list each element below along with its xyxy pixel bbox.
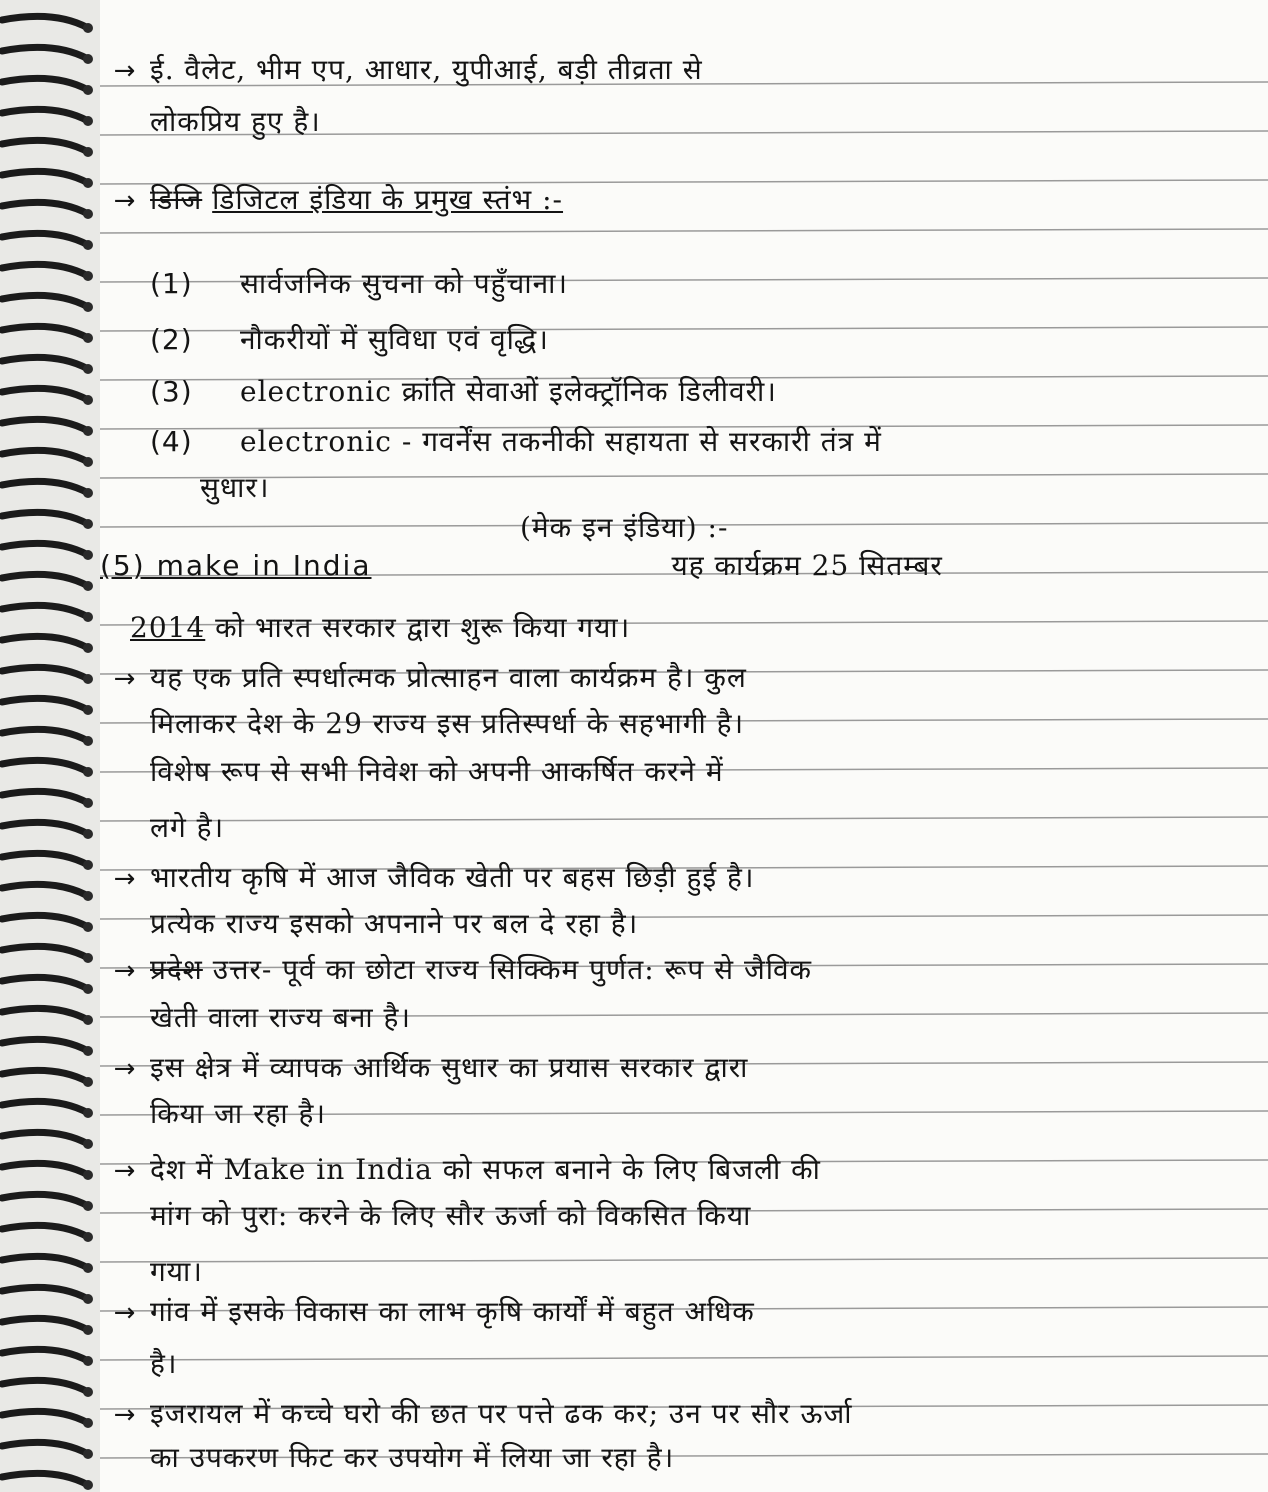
line-text: मिलाकर देश के 29 राज्य इस प्रतिस्पर्धा के सहभागी है। bbox=[150, 707, 745, 740]
ruled-line bbox=[100, 229, 1268, 233]
list-item bbox=[100, 370, 1260, 414]
line-text: electronic - गवर्नेंस तकनीकी सहायता से सरकारी तंत्र में bbox=[240, 425, 882, 458]
line-text: डिजिटल इंडिया के प्रमुख स्तंभ :- bbox=[212, 183, 564, 216]
arrow-icon: → bbox=[113, 864, 137, 894]
note-line bbox=[100, 996, 1260, 1040]
note-line bbox=[100, 948, 1260, 992]
list-item bbox=[100, 420, 1260, 464]
arrow-icon: → bbox=[113, 956, 137, 986]
arrow-icon: → bbox=[113, 1156, 137, 1186]
struck-text: डिजि bbox=[150, 183, 203, 216]
line-text: electronic क्रांति सेवाओं इलेक्ट्रॉनिक डिलीवरी। bbox=[240, 375, 777, 408]
struck-text: प्रदेश bbox=[150, 953, 203, 986]
line-text: यह कार्यक्रम 25 सितम्बर bbox=[671, 549, 943, 582]
note-line bbox=[100, 656, 1260, 700]
line-text: नौकरीयों में सुविधा एवं वृद्धि। bbox=[240, 323, 549, 356]
item-number: (1) bbox=[150, 267, 193, 300]
note-line bbox=[100, 606, 1260, 650]
line-text: गांव में इसके विकास का लाभ कृषि कार्यों में बहुत अधिक bbox=[150, 1295, 755, 1328]
note-line bbox=[100, 466, 1260, 510]
line-text: इस क्षेत्र में व्यापक आर्थिक सुधार का प्रयास सरकार द्वारा bbox=[150, 1051, 749, 1084]
item-number: (2) bbox=[150, 323, 193, 356]
note-line bbox=[100, 806, 1260, 850]
note-line bbox=[100, 1436, 1260, 1480]
line-text: लगे है। bbox=[150, 811, 225, 844]
item-number: (4) bbox=[150, 425, 193, 458]
line-text: खेती वाला राज्य बना है। bbox=[150, 1001, 411, 1034]
make-in-india-heading: (5) make in India bbox=[100, 549, 372, 582]
note-line bbox=[100, 1392, 1260, 1436]
item-number: (3) bbox=[150, 375, 193, 408]
line-text: सुधार। bbox=[200, 471, 270, 504]
note-line bbox=[100, 1194, 1260, 1238]
line-text: उत्तर- पूर्व का छोटा राज्य सिक्किम पुर्णत: रूप से जैविक bbox=[212, 953, 813, 986]
line-text: गया। bbox=[150, 1255, 203, 1288]
line-text: भारतीय कृषि में आज जैविक खेती पर बहस छिड़ी हुई है। bbox=[150, 861, 755, 894]
line-text: का उपकरण फिट कर उपयोग में लिया जा रहा है। bbox=[150, 1441, 675, 1474]
list-item bbox=[100, 262, 1260, 306]
note-line bbox=[100, 1250, 1260, 1294]
section-heading bbox=[100, 544, 1260, 588]
line-text: सार्वजनिक सुचना को पहुँचाना। bbox=[240, 267, 568, 300]
line-text: देश में Make in India को सफल बनाने के लिए बिजली की bbox=[150, 1153, 821, 1186]
note-line bbox=[100, 1092, 1260, 1136]
line-text: (मेक इन इंडिया) :- bbox=[520, 511, 729, 544]
arrow-icon: → bbox=[113, 56, 137, 86]
line-text: ई. वैलेट, भीम एप, आधार, युपीआई, बड़ी तीव्रता से bbox=[150, 53, 703, 86]
year-text: 2014 bbox=[130, 611, 206, 644]
note-line bbox=[100, 100, 1260, 144]
line-text: को भारत सरकार द्वारा शुरू किया गया। bbox=[215, 611, 631, 644]
line-text: मांग को पुरा: करने के लिए सौर ऊर्जा को विकसित किया bbox=[150, 1199, 752, 1232]
arrow-icon: → bbox=[113, 664, 137, 694]
line-text: है। bbox=[150, 1347, 178, 1380]
arrow-icon: → bbox=[113, 186, 137, 216]
line-text: प्रत्येक राज्य इसको अपनाने पर बल दे रहा है। bbox=[150, 907, 639, 940]
note-line bbox=[100, 1290, 1260, 1334]
arrow-icon: → bbox=[113, 1054, 137, 1084]
line-text: लोकप्रिय हुए है। bbox=[150, 105, 321, 138]
note-line bbox=[100, 48, 1260, 92]
note-line bbox=[100, 1342, 1260, 1386]
line-text: किया जा रहा है। bbox=[150, 1097, 327, 1130]
section-heading bbox=[100, 178, 1260, 222]
arrow-icon: → bbox=[113, 1298, 137, 1328]
note-line bbox=[100, 1148, 1260, 1192]
line-text: यह एक प्रति स्पर्धात्मक प्रोत्साहन वाला कार्यक्रम है। कुल bbox=[150, 661, 747, 694]
arrow-icon: → bbox=[113, 1400, 137, 1430]
line-text: विशेष रूप से सभी निवेश को अपनी आकर्षित करने में bbox=[150, 755, 724, 788]
note-line bbox=[100, 902, 1260, 946]
list-item bbox=[100, 318, 1260, 362]
note-line bbox=[100, 702, 1260, 746]
note-line bbox=[100, 750, 1260, 794]
note-line bbox=[100, 856, 1260, 900]
line-text: इजरायल में कच्चे घरो की छत पर पत्ते ढक कर; उन पर सौर ऊर्जा bbox=[150, 1397, 853, 1430]
note-line bbox=[100, 1046, 1260, 1090]
